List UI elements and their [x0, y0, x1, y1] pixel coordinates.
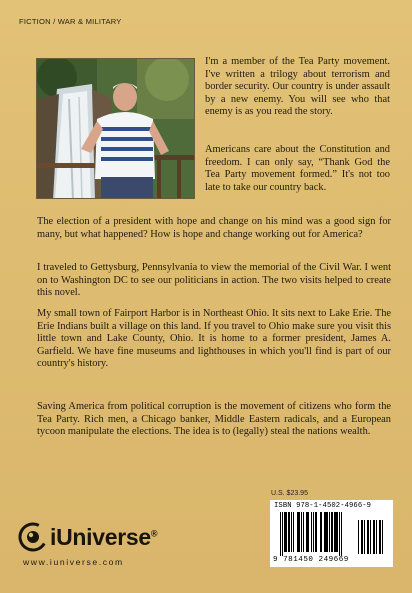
isbn-number: ISBN 978-1-4502-4966-9	[274, 502, 372, 510]
registered-mark: ®	[150, 527, 158, 538]
price-label: U.S. $23.95	[271, 490, 308, 497]
author-photo	[36, 58, 195, 199]
category-label: FICTION / WAR & MILITARY	[19, 17, 122, 26]
blurb-paragraph-5: My small town of Fairport Harbor is in Northeast Ohio. It sits next to Lake Erie. The Erie Indians built a village on this land. If you travel to Ohio make sure you visit this little town and Lake County, Ohio. It is home to a former president, James A. Garfield. We have fine museums and lighthouses in which you'll find is part of our country's history.	[37, 308, 391, 370]
publisher-website: www.iuniverse.com	[23, 557, 124, 567]
publisher-logo	[18, 522, 157, 552]
blurb-paragraph-6: Saving America from political corruption is the movement of citizens who form the Tea Party. Rich men, a Chicago banker, Middle Eastern radicals, and a European tycoon manipulate the elections. The idea is to (legally) steal the nations wealth.	[37, 401, 391, 438]
blurb-paragraph-3: The election of a president with hope and change on his mind was a good sign for many, but what happened? How is hope and change working out for America?	[37, 216, 391, 240]
blurb-paragraph-2: Americans care about the Constitution and freedom. I can only say, “Thank God the Tea Party movement formed.” It's not too late to take our country back.	[205, 144, 390, 193]
publisher-name: iUniverse®	[50, 523, 158, 550]
blurb-paragraph-4: I traveled to Gettysburg, Pennsylvania to view the memorial of the Civil War. I went on to Washington DC to see our politicians in action. The two visits helped to create this novel.	[37, 262, 391, 299]
blurb-paragraph-1: I'm a member of the Tea Party movement. I've written a trilogy about terrorism and border security. Our country is under assault by a new enemy. You will see who that enemy is as you read the story.	[205, 56, 390, 118]
barcode-bars	[278, 512, 385, 556]
author-photo-image	[37, 59, 195, 199]
barcode-digits: 9 781450 249669	[273, 556, 349, 564]
publisher-swirl-icon	[18, 522, 48, 552]
isbn-barcode	[270, 500, 393, 567]
